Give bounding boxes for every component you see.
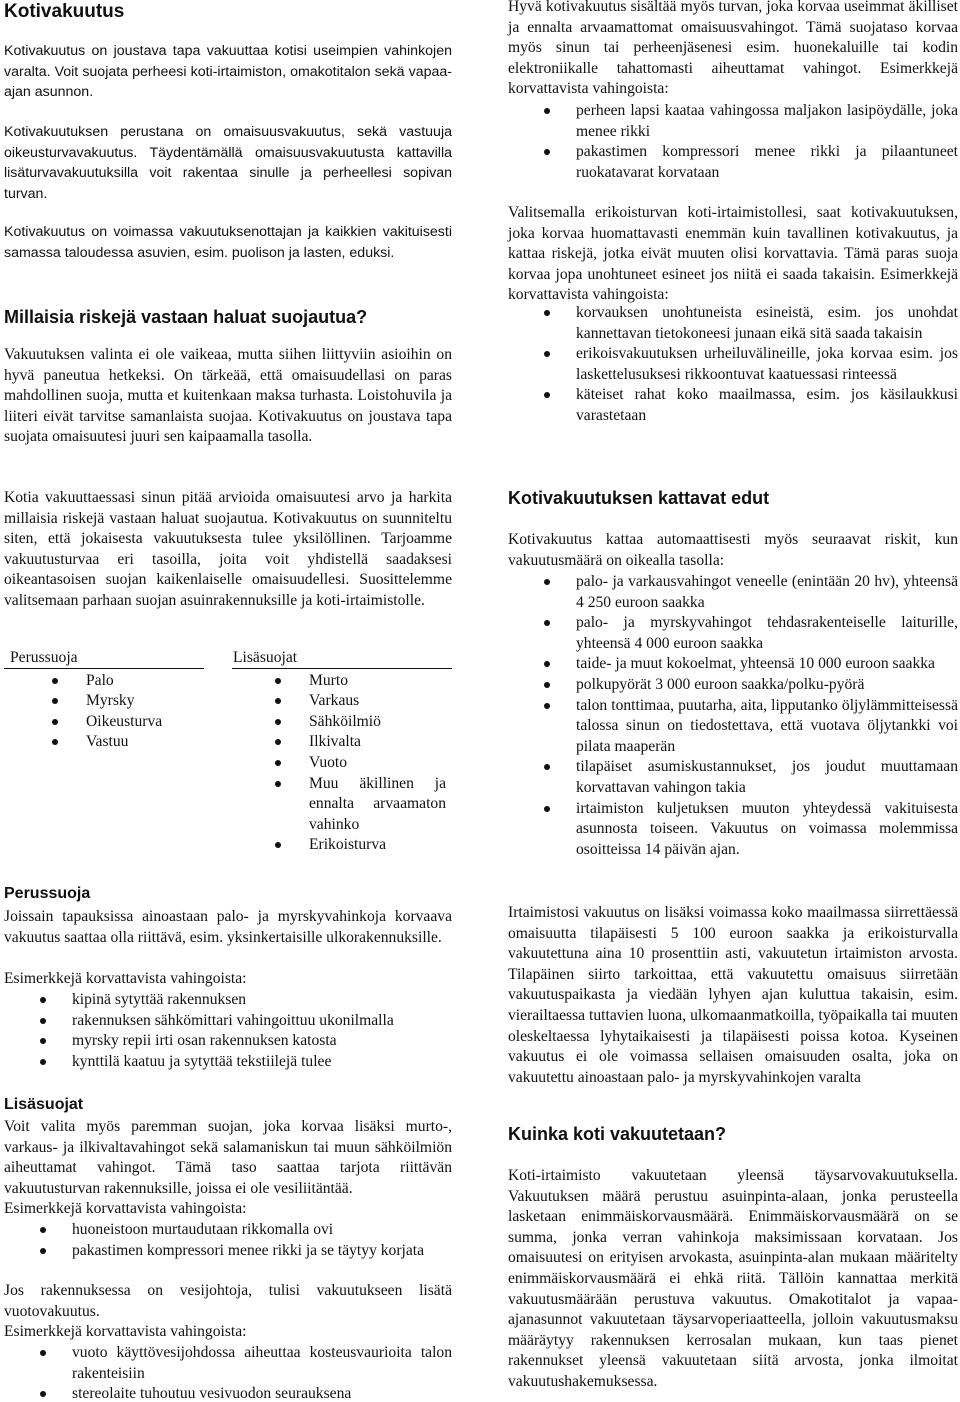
examples-label: Esimerkkejä korvattavista vahingoista: xyxy=(4,1200,247,1217)
intro-paragraph-3: Kotivakuutus on voimassa vakuutuksenottajan ja kaikkien vakituisesti samassa taloudessa asuvien, esim. puolison ja lasten, eduksi. xyxy=(4,224,452,261)
list-item: Muu äkillinen ja ennalta arvaamaton vahinko xyxy=(233,774,452,836)
list-item: vuoto käyttövesijohdossa aiheuttaa kosteusvaurioita talon rakenteisiin xyxy=(4,1343,452,1384)
examples-label: Esimerkkejä korvattavista vahingoista: xyxy=(4,1323,247,1340)
list-item: Ilkivalta xyxy=(233,732,452,753)
water-paragraph: Jos rakennuksessa on vesijohtoja, tulisi vakuutukseen lisätä vuotovakuutus. xyxy=(4,1282,452,1320)
list-item: Vastuu xyxy=(10,732,210,753)
list-item: talon tonttimaa, puutarha, aita, lipputanko öljylämmitteisessä talossa sinun on tiedostettava, että vuotava öljytankki voi pilata maaperän xyxy=(508,696,958,758)
basic-coverage-list xyxy=(10,671,210,753)
basic-coverage-heading: Perussuoja xyxy=(4,885,91,902)
list-item: palo- ja varkausvahingot veneelle (enintään 20 hv), yhteensä 4 250 euroon saakka xyxy=(508,572,958,613)
list-item: tilapäiset asumiskustannukset, jos joudut muuttamaan korvattavan vahingon takia xyxy=(508,757,958,798)
extra-coverage-paragraph: Voit valita myös paremman suojan, joka korvaa lisäksi murto-, varkaus- ja ilkivaltavahingot sekä salamaniskun tai muun sähköilmiön aiheuttamat vahingot. Tämä taso saattaa tarjota riittävän vakuutusturvan rakennuksille, joissa ei ole vesiliitäntää. xyxy=(4,1118,452,1197)
list-item: kipinä sytyttää rakennuksen xyxy=(4,990,452,1011)
basic-examples-list xyxy=(4,990,452,1072)
basic-coverage-header: Perussuoja xyxy=(10,649,78,666)
list-item: Murto xyxy=(233,671,452,692)
list-item: Erikoisturva xyxy=(233,835,452,856)
list-item: rakennuksen sähkömittari vahingoittuu ukonilmalla xyxy=(4,1011,452,1032)
benefits-heading: Kotivakuutuksen kattavat edut xyxy=(508,488,770,508)
examples-label: Esimerkkejä korvattavista vahingoista: xyxy=(4,970,247,987)
list-item: pakastimen kompressori menee rikki ja se täytyy korjata xyxy=(4,1241,452,1262)
list-item: huoneistoon murtaudutaan rikkomalla ovi xyxy=(4,1220,452,1241)
basic-coverage-column xyxy=(10,648,210,753)
list-item: Varkaus xyxy=(233,691,452,712)
list-item: kynttilä kaatuu ja sytyttää tekstiilejä tulee xyxy=(4,1052,452,1073)
list-item: taide- ja muut kokoelmat, yhteensä 10 000 euroon saakka xyxy=(508,654,958,675)
extra-examples-list xyxy=(4,1220,452,1261)
risks-heading: Millaisia riskejä vastaan haluat suojautua? xyxy=(4,307,368,327)
list-item: stereolaite tuhoutuu vesivuodon seurauksena xyxy=(4,1384,452,1402)
page-title: Kotivakuutus xyxy=(4,1,125,22)
list-item: Myrsky xyxy=(10,691,210,712)
extra-coverage-heading: Lisäsuojat xyxy=(4,1096,84,1113)
list-item: palo- ja myrskyvahingot tehdasrakenteiselle laiturille, yhteensä 4 000 euroon saakka xyxy=(508,613,958,654)
sudden-damage-paragraph: Hyvä kotivakuutus sisältää myös turvan, joka korvaa useimmat äkilliset ja ennalta arvaamattomat omaisuusvahingot. Tämä suojataso korvaa myös sinun tai perheenjäsenesi esim. huonekaluille tai kodin elektroniikalle tahattomasti aiheuttamat vahingot. Esimerkkejä korvattavista vahingoista: xyxy=(508,0,958,98)
extra-coverage-column xyxy=(233,648,452,856)
extra-coverage-header: Lisäsuojat xyxy=(233,649,298,666)
basic-coverage-paragraph: Joissain tapauksissa ainoastaan palo- ja myrskyvahinkoja korvaava vakuutus saattaa olla riittävä, esim. yksinkertaisille ulkorakennuksille. xyxy=(4,908,452,946)
coverage-table xyxy=(4,648,452,868)
list-item: Oikeusturva xyxy=(10,712,210,733)
sudden-damage-examples xyxy=(508,101,958,183)
list-item: pakastimen kompressori menee rikki ja pilaantuneet ruokatavarat korvataan xyxy=(508,142,958,183)
list-item: irtaimiston kuljetuksen muuton yhteydessä vakituisesta asunnosta toiseen. Vakuutus on voimassa molemmissa osoitteissa 14 päivän ajan. xyxy=(508,799,958,861)
how-to-insure-heading: Kuinka koti vakuutetaan? xyxy=(508,1124,727,1144)
temporary-transfer-paragraph: Irtaimistosi vakuutus on lisäksi voimassa koko maailmassa siirrettäessä omaisuutta tilapäisesti 5 100 euroon saakka ja erikoisturvalla vakuutettuna aina 10 prosenttiin asti, vakuutetun irtaimiston arvosta. Tilapäinen siirto tarkoittaa, että vakuutettu omaisuus siirretään vakuutuspaikasta ja viedään lyhyen ajan kuluttua takaisin, esim. vierailtaessa tuttavien luona, ulkomaanmatkoilla, työpaikalla tai muuten oleskeltaessa lyhytaikaisesti ja tilapäisesti poissa kotoa. Kyseinen vakuutus ei ole voimassa sellaisen omaisuuden osalta, joka on vakuutettu ainoastaan palo- ja myrskyvahinkojen varalta xyxy=(508,904,958,1086)
list-item: Palo xyxy=(10,671,210,692)
risks-paragraph-1: Vakuutuksen valinta ei ole vaikeaa, mutta siihen liittyviin asioihin on hyvä paneutua hetkeksi. On tärkeää, että omaisuudellasi on paras mahdollinen suoja, mutta et kuitenkaan maksa turhasta. Loistohuvila ja liiteri eivät tarvitse samanlaista suojaa. Kotivakuutus on joustava tapa suojata omaisuutesi juuri sen kaipaamalla tasolla. xyxy=(4,346,452,446)
list-item: erikoisvakuutuksen urheiluvälineille, joka korvaa esim. jos laskettelusuksesi rikkoontuvat kaatuessasi rinteessä xyxy=(508,344,958,385)
list-item: käteiset rahat koko maailmassa, esim. jos käsilaukkusi varastetaan xyxy=(508,385,958,426)
intro-paragraph-1: Kotivakuutus on joustava tapa vakuuttaa kotisi useimpien vahinkojen varalta. Voit suojata perheesi koti-irtaimiston, omakotitalon sekä vapaa-ajan asunnon. xyxy=(4,43,452,101)
intro-paragraph-2: Kotivakuutuksen perustana on omaisuusvakuutus, sekä vastuuja oikeusturvavakuutus. Täydentämällä omaisuusvakuutusta kattavilla lisäturvavakuutuksilla voit rakentaa sinulle ja perheellesi sopivan turvan. xyxy=(4,124,452,202)
list-item: Sähköilmiö xyxy=(233,712,452,733)
how-to-insure-paragraph: Koti-irtaimisto vakuutetaan yleensä täysarvovakuutuksella. Vakuutuksen määrä perustuu asuinpinta-alaan, jonka perusteella lasketaan enimmäiskorvausmäärä. Enimmäiskorvausmäärä on se summa, jonka verran vahinkoja maksimissaan korvataan. Jos omaisuutesi on erityisen arvokasta, asuinpinta-alan mukaan määritelty enimmäiskorvausmäärä ei ehkä riitä. Tällöin kannattaa merkitä vakuutusmäärään perustuva vakuutus. Omakotitalot ja vapaa-ajanasunnot vakuutetaan täysarvoperiaatteella, jolloin vakuutusmaksu määräytyy rakennuksen kerrosalan mukaan, kun taas pienet rakennukset yleensä vakuutetaan siitä arvosta, jonka ilmoitat vakuutushakemuksessa. xyxy=(508,1167,958,1390)
benefits-list xyxy=(508,572,958,860)
special-cover-examples xyxy=(508,303,958,427)
water-examples-list xyxy=(4,1343,452,1402)
list-item: polkupyörät 3 000 euroon saakka/polku-pyörä xyxy=(508,675,958,696)
risks-paragraph-2: Kotia vakuuttaessasi sinun pitää arvioida omaisuutesi arvo ja harkita millaisia riskejä vastaan haluat suojautua. Kotivakuutus on suunniteltu siten, että jokaisesta vakuutuksesta tulee yksilöllinen. Tarjoamme vakuutusturvaa eri tasoilla, joita voit yhdistellä saadaksesi oikeantasoisen suojan kaikenlaiselle omaisuudellesi. Suosittelemme valitsemaan parhaan suojan asuinrakennuksille ja koti-irtaimistolle. xyxy=(4,489,452,609)
list-item: perheen lapsi kaataa vahingossa maljakon lasipöydälle, joka menee rikki xyxy=(508,101,958,142)
extra-coverage-list xyxy=(233,671,452,856)
list-item: myrsky repii irti osan rakennuksen katosta xyxy=(4,1031,452,1052)
benefits-intro: Kotivakuutus kattaa automaattisesti myös seuraavat riskit, kun vakuutusmäärä on oikealla tasolla: xyxy=(508,531,958,569)
list-item: korvauksen unohtuneista esineistä, esim. jos unohdat kannettavan tietokoneesi junaan eikä sitä saada takaisin xyxy=(508,303,958,344)
special-cover-paragraph: Valitsemalla erikoisturvan koti-irtaimistollesi, saat kotivakuutuksen, joka korvaa huomattavasti enemmän kuin tavallinen kotivakuutus, ja kattaa riskejä, jotka eivät muuten olisi korvattavia. Tämä paras suoja korvaa jopa unohtuneet esineet jos niitä ei saada takaisin. Esimerkkejä korvattavista vahingoista: xyxy=(508,204,958,304)
list-item: Vuoto xyxy=(233,753,452,774)
